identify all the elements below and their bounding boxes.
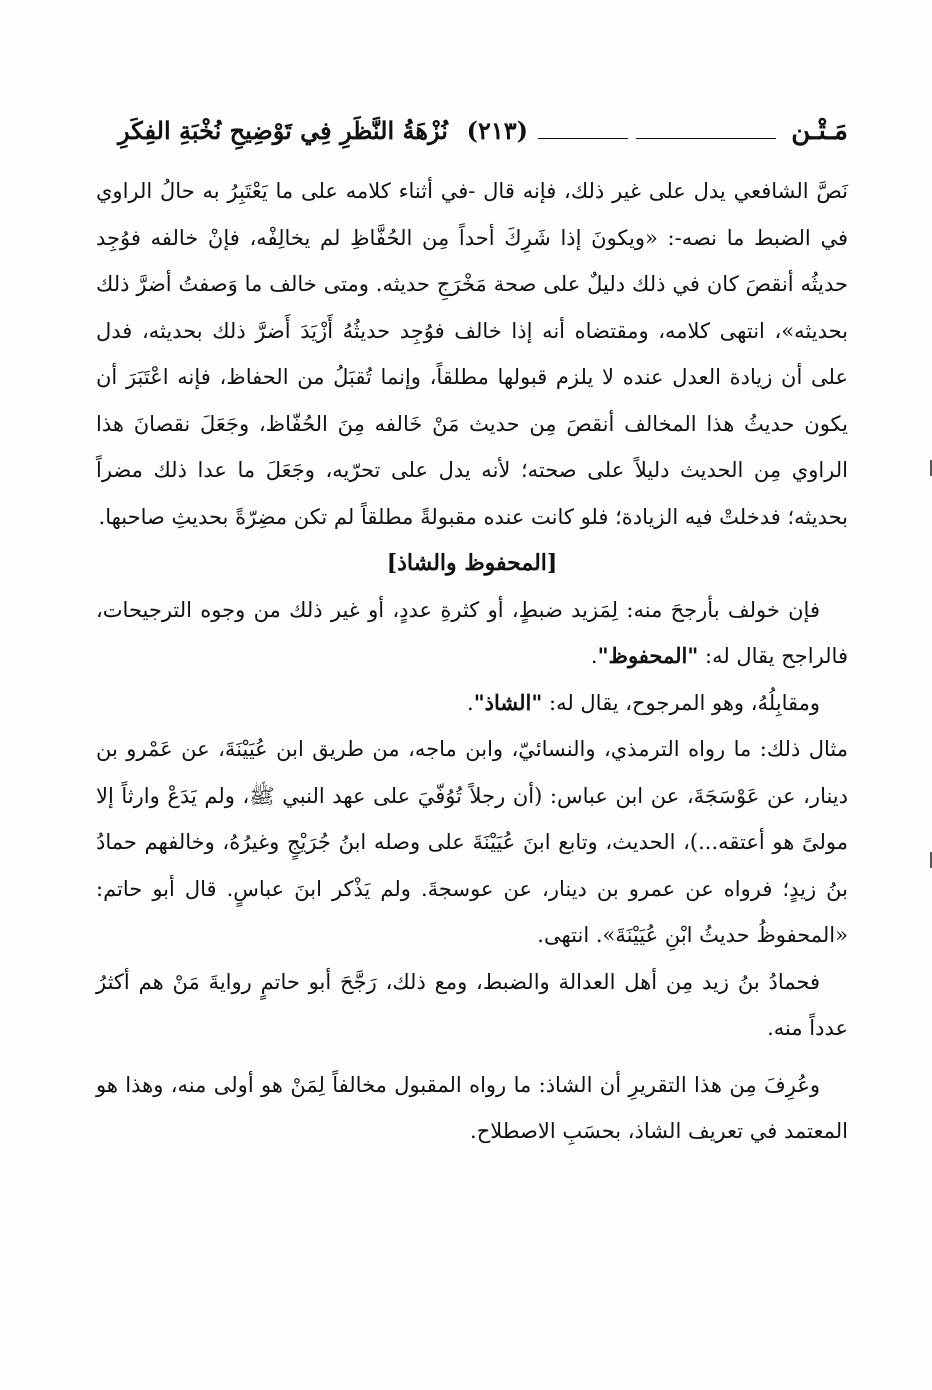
term-mahfuz: "المحفوظ"	[597, 643, 699, 668]
book-title: نُزْهَةُ النَّظَرِ فِي تَوْضِيحِ نُخْبَةِ الفِكَرِ	[118, 116, 448, 145]
paragraph-shafii-quote: نَصَّ الشافعي يدل على غير ذلك، فإنه قال -في أثناء كلامه على ما يَعْتَبِرُ به حالُ الراوي في الضبط ما نصه-: «ويكونَ إذا شَرِكَ أحداً مِن الحُفَّاظِ لم يخالِفْه، فإنْ خالفه فوُجِد حديثُه أنقصَ كان في ذلك دليلٌ على صحة مَخْرَجِ حديثه. ومتى خالف ما وَصفتُ أضرَّ ذلك بحديثه»، انتهى كلامه، ومقتضاه أنه إذا خالف فوُجِد حديثُهُ أَزْيَدَ أَضرَّ ذلك بحديثه، فدل على أن زيادة العدل عنده لا يلزم قبولها مطلقاً، وإنما تُقبَلُ من الحفاظ، فإنه اعْتَبَرَ أن يكون حديثُ هذا المخالف أنقصَ مِن حديث مَنْ خَالفه مِنَ الحُفّاظ، وجَعَلَ نقصانَ هذا الراوي مِن الحديث دليلاً على صحته؛ لأنه يدل على تحرّيه، وجَعَلَ ما عدا ذلك مضراً بحديثه؛ فدخلتْ فيه الزيادة؛ فلو كانت عنده مقبولةً مطلقاً لم تكن مضِرّةً بحديثِ صاحبها.	[96, 179, 848, 529]
header-rule	[636, 138, 776, 139]
body-text	[96, 168, 848, 1155]
term-shadh: "الشاذ"	[473, 689, 543, 715]
spacer	[96, 1052, 848, 1062]
paragraph-example: مثال ذلك: ما رواه الترمذي، والنسائيّ، وابن ماجه، من طريق ابن عُيَيْنَةَ، عن عَمْرو بن دينار، عن عَوْسَجَةَ، عن ابن عباس: (أن رجلاً تُوُفّيَ على عهد النبي ﷺ، ولم يَدَعْ وارثاً إلا مولىً هو أعتقه...)، الحديث، وتابع ابنَ عُيَيْنَةَ على وصله ابنُ جُرَيْجٍ وغيرُهُ، وخالفهم حمادُ بنُ زيدٍ؛ فرواه عن عمرو بن دينار، عن عوسجةَ. ولم يَذْكر ابنَ عباسٍ. قال أبو حاتم: «المحفوظُ حديثُ ابْنِ عُيَيْنَةَ». انتهى.	[96, 737, 848, 947]
paragraph-text: ومقابِلُهُ، وهو المرجوح، يقال له:	[542, 690, 820, 715]
paragraph-hammad: فحمادُ بنُ زيد مِن أهل العدالة والضبط، ومع ذلك، رَجَّحَ أبو حاتمٍ روايةَ مَنْ هم أكثرُ عدداً منه.	[96, 969, 848, 1040]
page-number: (٢١٣)	[466, 116, 528, 145]
header-label: مَـتْـن	[791, 116, 848, 146]
section-heading: [المحفوظ والشاذ]	[386, 550, 558, 576]
punctuation: .	[467, 690, 474, 715]
paragraph-text: فإن خولف بأرجحَ منه: لِمَزيد ضبطٍ، أو كثرةِ عددٍ، أو غير ذلك من وجوه الترجيحات، فالراجح يقال له:	[96, 597, 848, 668]
punctuation: .	[590, 644, 598, 668]
paragraph-definition: وعُرِفَ مِن هذا التقريرِ أن الشاذ: ما رواه المقبول مخالفاً لِمَنْ هو أولى منه، وهذا هو المعتمد في تعريف الشاذ، بحسَبِ الاصطلاح.	[96, 1072, 848, 1143]
paragraph-shadh	[96, 680, 848, 727]
page-header	[118, 108, 848, 154]
header-rule	[538, 138, 628, 139]
paragraph-mahfuz	[96, 587, 848, 680]
